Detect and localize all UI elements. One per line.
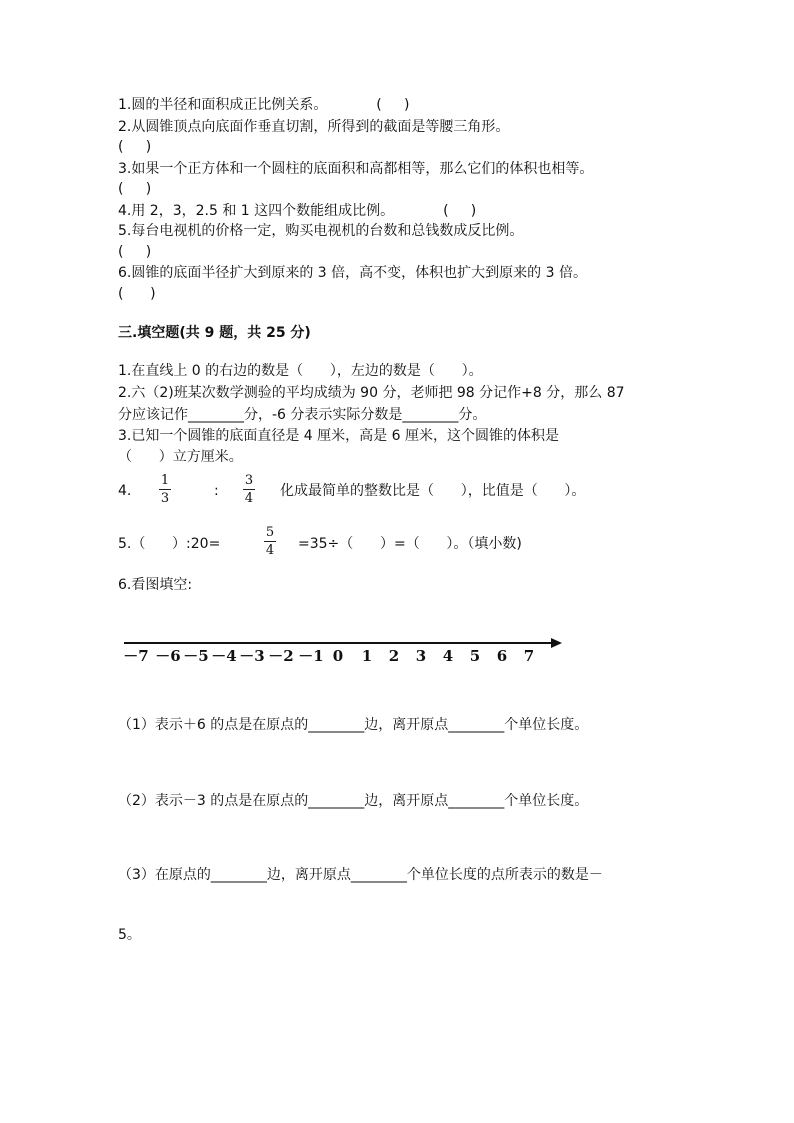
fill-q6-sub3-cont: 5。 xyxy=(118,927,141,943)
fill-q2: 2.六（2)班某次数学测验的平均成绩为 90 分，老师把 98 分记作+8 分，那么 87 xyxy=(118,385,625,401)
number-line-label: －5 xyxy=(183,647,209,665)
number-line-arrow xyxy=(551,638,562,648)
number-line-label: －6 xyxy=(155,647,181,665)
judgement-q6: 6.圆锥的底面半径扩大到原来的 3 倍，高不变，体积也扩大到原来的 3 倍。 xyxy=(118,265,587,281)
ratio-colon: : xyxy=(214,483,219,499)
number-line-label: 5 xyxy=(469,647,481,665)
fill-q5-text: =35÷（ ）=（ ）。（填小数) xyxy=(298,536,522,552)
fill-q3: 3.已知一个圆锥的底面直径是 4 厘米，高是 6 厘米，这个圆锥的体积是 xyxy=(118,428,559,444)
number-line-label: 3 xyxy=(415,647,427,665)
section-title: 三.填空题(共 9 题，共 25 分) xyxy=(118,325,311,341)
number-line-label: 6 xyxy=(496,647,508,665)
judgement-q5-answer: ( ) xyxy=(118,244,152,260)
number-line-label: 7 xyxy=(523,647,535,665)
number-line-label: －2 xyxy=(268,647,294,665)
fill-q6-sub1: （1）表示＋6 的点是在原点的________边，离开原点________个单位长度。 xyxy=(118,717,589,733)
judgement-q4: 4.用 2，3，2.5 和 1 这四个数能组成比例。 ( ) xyxy=(118,203,477,219)
number-line-label: 4 xyxy=(442,647,454,665)
fraction-numerator: 5 xyxy=(265,525,275,540)
fill-q6-sub2: （2）表示－3 的点是在原点的________边，离开原点________个单位长度。 xyxy=(118,793,589,809)
judgement-q2: 2.从圆锥顶点向底面作垂直切割，所得到的截面是等腰三角形。 xyxy=(118,119,510,135)
number-line-label: 2 xyxy=(388,647,400,665)
fill-q6-sub3: （3）在原点的________边，离开原点________个单位长度的点所表示的数是－ xyxy=(118,867,603,883)
judgement-q3: 3.如果一个正方体和一个圆柱的底面积和高都相等，那么它们的体积也相等。 xyxy=(118,161,594,177)
judgement-q2-answer: ( ) xyxy=(118,139,152,155)
number-line-label: －1 xyxy=(298,647,324,665)
fraction-denominator: 3 xyxy=(160,491,170,506)
fraction-denominator: 4 xyxy=(244,491,254,506)
fraction-denominator: 4 xyxy=(265,543,275,558)
judgement-q6-answer: ( ) xyxy=(118,286,156,302)
fill-q4-text: 化成最简单的整数比是（ ），比值是（ ）。 xyxy=(280,483,586,499)
judgement-q1: 1.圆的半径和面积成正比例关系。 ( ) xyxy=(118,97,410,113)
number-line-label: －3 xyxy=(239,647,265,665)
number-line-label: －7 xyxy=(123,647,149,665)
fill-q3-cont: （ ）立方厘米。 xyxy=(118,449,243,465)
number-line-labels xyxy=(123,647,534,665)
fill-q1: 1.在直线上 0 的右边的数是（ ），左边的数是（ ）。 xyxy=(118,363,483,379)
number-line-label: 0 xyxy=(332,647,344,665)
number-line-label: －4 xyxy=(211,647,237,665)
fraction-numerator: 1 xyxy=(160,473,170,488)
fill-q5-prefix: 5.（ ）:20= xyxy=(118,536,221,552)
judgement-q5: 5.每台电视机的价格一定，购买电视机的台数和总钱数成反比例。 xyxy=(118,223,524,239)
number-line-label: 1 xyxy=(361,647,373,665)
fill-q6: 6.看图填空: xyxy=(118,577,193,593)
fill-q4-prefix: 4. xyxy=(118,483,132,499)
judgement-q3-answer: ( ) xyxy=(118,181,152,197)
fill-q2-cont: 分应该记作________分，-6 分表示实际分数是________分。 xyxy=(118,407,487,423)
fraction-numerator: 3 xyxy=(244,473,254,488)
